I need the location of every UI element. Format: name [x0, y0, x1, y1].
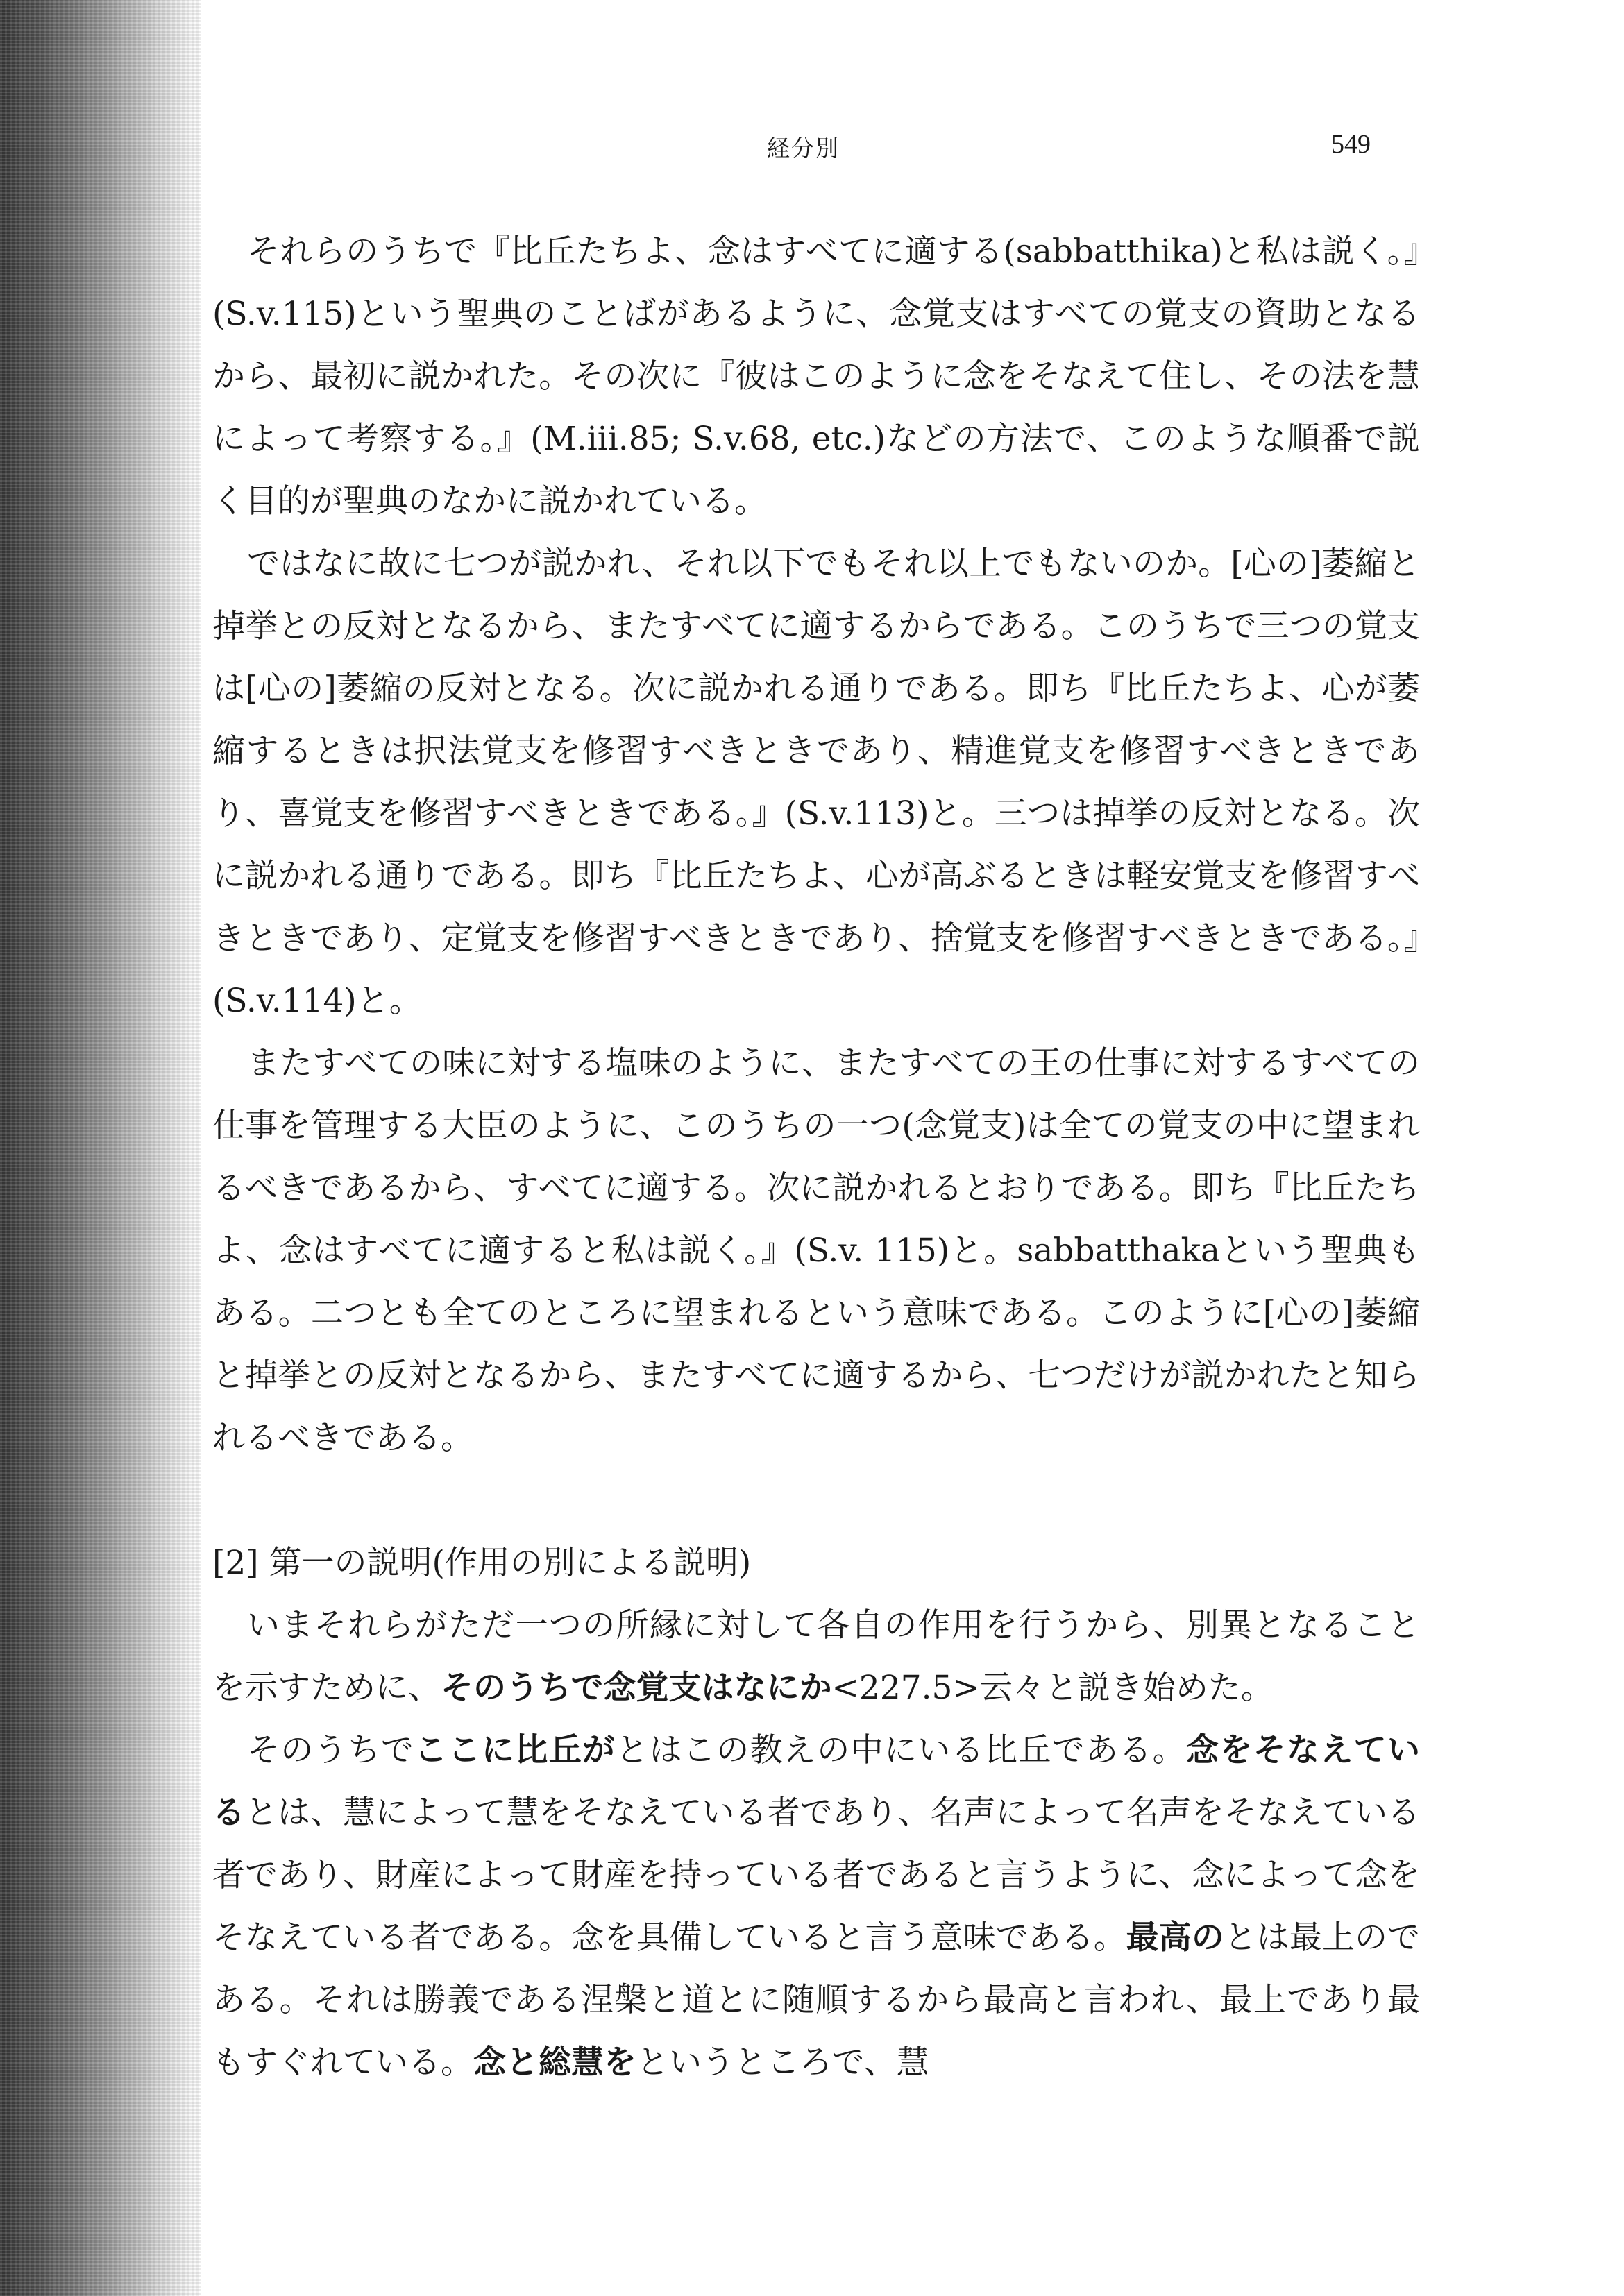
paragraph-4-text-2: <227.5>云々と説き始めた。 — [831, 1669, 1274, 1707]
section-heading: [2] 第一の説明(作用の別による説明) — [212, 1544, 752, 1582]
paragraph-5-text-4: とは最上のである。それは勝義である涅槃と道とに随順するから最高と言われ、最上であり最もすぐれている。 — [212, 1919, 1421, 2082]
paragraph-4 — [212, 1595, 1420, 1719]
running-title: 経分別 — [767, 135, 840, 162]
paragraph-5-bold-1: ここに比丘が — [414, 1731, 616, 1769]
paragraph-1: それらのうちで『比丘たちよ、念はすべてに適する(sabbatthika)と私は説く。』(S.v.115)という聖典のことばがあるように、念覚支はすべての覚支の資助となるから、最初に説かれた。その次に『彼はこのように念をそなえて住し、その法を慧によって考察する。』(M.iii.85; S.v.68, etc.)などの方法で、このような順番で説く目的が聖典のなかに説かれている。 — [212, 232, 1420, 520]
paragraph-5-text-1: そのうちで — [247, 1731, 415, 1769]
paragraph-5 — [212, 1719, 1420, 2094]
paragraph-5-text-2: とはこの教えの中にいる比丘である。 — [616, 1731, 1186, 1769]
paragraph-5-bold-2: 念をそなえている — [212, 1731, 1421, 1832]
paragraph-4-text-1: いまそれらがただ一つの所縁に対して各自の作用を行うから、別異となることを示すために、 — [212, 1606, 1420, 1707]
paragraph-4-bold-1: そのうちで念覚支はなにか — [441, 1669, 832, 1707]
paragraph-3: またすべての味に対する塩味のように、またすべての王の仕事に対するすべての仕事を管理する大臣のように、このうちの一つ(念覚支)は全ての覚支の中に望まれるべきであるから、すべてに適する。次に説かれるとおりである。即ち『比丘たちよ、念はすべてに適すると私は説く。』(S.v. 115)と。sabbatthakaという聖典もある。二つとも全てのところに望まれるという意味である。このように[心の]萎縮と掉挙との反対となるから、またすべてに適するから、七つだけが説かれたと知られるべきである。 — [212, 1044, 1420, 1457]
page-number: 549 — [1331, 130, 1371, 159]
paragraph-2: ではなに故に七つが説かれ、それ以下でもそれ以上でもないのか。[心の]萎縮と掉挙との反対となるから、またすべてに適するからである。このうちで三つの覚支は[心の]萎縮の反対となる。次に説かれる通りである。即ち『比丘たちよ、心が萎縮するときは択法覚支を修習すべきときであり、精進覚支を修習すべきときであり、喜覚支を修習すべきときである。』(S.v.113)と。三つは掉挙の反対となる。次に説かれる通りである。即ち『比丘たちよ、心が高ぶるときは軽安覚支を修習すべきときであり、定覚支を修習すべきときであり、捨覚支を修習すべきときである。』(S.v.114)と。 — [212, 545, 1420, 1020]
paragraph-5-text-5: というところで、慧 — [636, 2043, 929, 2082]
paragraph-5-bold-3: 最高の — [1126, 1919, 1224, 1957]
paragraph-5-text-3: とは、慧によって慧をそなえている者であり、名声によって名声をそなえている者であり、財産によって財産を持っている者であると言うように、念によって念をそなえている者である。念を具備していると言う意味である。 — [212, 1794, 1421, 1957]
paragraph-5-bold-4: 念と総慧を — [473, 2043, 636, 2082]
page-body — [212, 221, 1420, 2094]
binding-texture — [0, 0, 201, 2296]
